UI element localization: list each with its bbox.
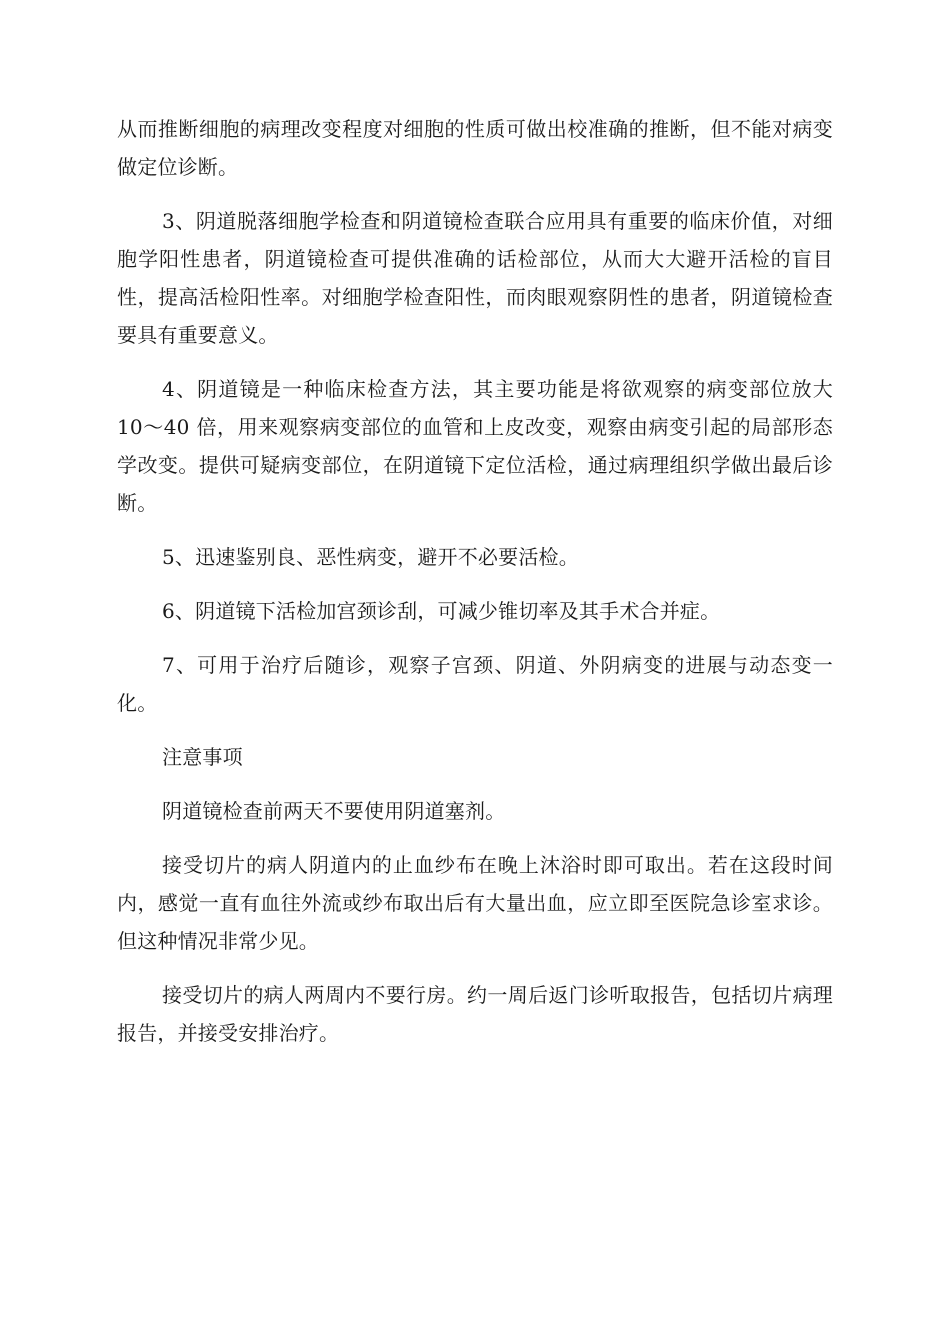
section-heading-precautions: 注意事项 xyxy=(162,745,243,769)
paragraph-item-4: 4、阴道镜是一种临床检查方法，其主要功能是将欲观察的病变部位放大 10～40 倍，用来观察病变部位的血管和上皮改变，观察由病变引起的局部形态学改变。提供可疑病变部位，在阴道镜下定位活检，通过病理组织学做出最后诊断。 xyxy=(117,377,833,515)
paragraph-precaution-2: 接受切片的病人阴道内的止血纱布在晚上沐浴时即可取出。若在这段时间内，感觉一直有血往外流或纱布取出后有大量出血，应立即至医院急诊室求诊。但这种情况非常少见。 xyxy=(117,853,833,953)
paragraph-item-7: 7、可用于治疗后随诊，观察子宫颈、阴道、外阴病变的进展与动态变一化。 xyxy=(117,653,833,715)
paragraph-continuation: 从而推断细胞的病理改变程度对细胞的性质可做出校准确的推断，但不能对病变做定位诊断。 xyxy=(117,117,833,179)
paragraph-item-3: 3、阴道脱落细胞学检查和阴道镜检查联合应用具有重要的临床价值，对细胞学阳性患者，阴道镜检查可提供准确的话检部位，从而大大避开活检的盲目性，提高活检阳性率。对细胞学检查阳性，而肉眼观察阴性的患者，阴道镜检查要具有重要意义。 xyxy=(117,209,833,347)
paragraph-item-5: 5、迅速鉴别良、恶性病变，避开不必要活检。 xyxy=(162,545,579,569)
paragraph-item-6: 6、阴道镜下活检加宫颈诊刮，可减少锥切率及其手术合并症。 xyxy=(162,599,721,623)
document-body xyxy=(117,110,833,1068)
paragraph-precaution-1: 阴道镜检查前两天不要使用阴道塞剂。 xyxy=(162,799,506,823)
paragraph-precaution-3: 接受切片的病人两周内不要行房。约一周后返门诊听取报告，包括切片病理报告，并接受安排治疗。 xyxy=(117,983,833,1045)
